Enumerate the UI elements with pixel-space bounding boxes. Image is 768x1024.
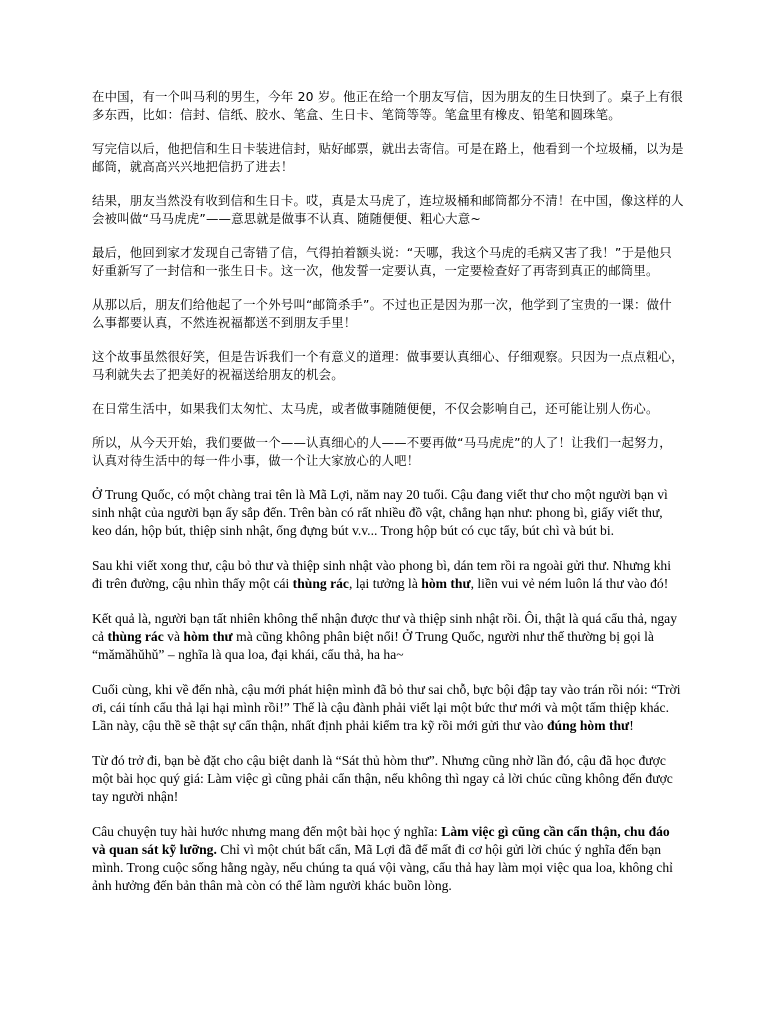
text-run: mà cũng không phân biệt nổi! Ở Trung Quốc, người như thế thường bị gọi là “mǎmǎhǔhǔ” – nghĩa là qua loa, đại khái, cẩu thả, ha ha~	[92, 629, 654, 662]
vietnamese-paragraph-4	[92, 681, 684, 735]
bold-text: hòm thư	[183, 629, 233, 644]
vietnamese-paragraph-2	[92, 557, 684, 593]
vietnamese-paragraph-1	[92, 486, 684, 540]
text-run: Từ đó trở đi, bạn bè đặt cho cậu biệt danh là “Sát thủ hòm thư”. Nhưng cũng nhờ lần đó, cậu đã học được một bài học quý giá: Làm việc gì cũng phải cẩn thận, nếu không thì ngay cả lời chúc cũng không đến được tay người nhận!	[92, 753, 673, 804]
chinese-paragraph-8: 所以，从今天开始，我们要做一个——认真细心的人——不要再做“马马虎虎”的人了！让我们一起努力，认真对待生活中的每一件小事，做一个让大家放心的人吧！	[92, 435, 672, 468]
text-run: Chỉ vì một chút bất cẩn, Mã Lợi đã để mất đi cơ hội gửi lời chúc ý nghĩa đến bạn mình. Trong cuộc sống hằng ngày, nếu chúng ta quá vội vàng, cẩu thả hay làm mọi việc qua loa, không chỉ ảnh hưởng đến bản thân mà còn có thể làm người khác buồn lòng.	[92, 842, 673, 893]
bold-text: thùng rác	[107, 629, 164, 644]
text-run: Sau khi viết xong thư, cậu bỏ thư và thiệp sinh nhật vào phong bì, dán tem rồi ra ngoài gửi thư. Nhưng khi đi trên đường, cậu nhìn thấy một cái	[92, 558, 671, 591]
text-run: Câu chuyện tuy hài hước nhưng mang đến một bài học ý nghĩa:	[92, 824, 442, 839]
bold-text: đúng hòm thư	[547, 718, 630, 733]
text-run: Kết quả là, người bạn tất nhiên không thể nhận được thư và thiệp sinh nhật rồi. Ôi, thật là quá cẩu thả, ngay cả	[92, 611, 677, 644]
chinese-paragraph-4: 最后，他回到家才发现自己寄错了信，气得拍着额头说：“天哪，我这个马虎的毛病又害了我！”于是他只好重新写了一封信和一张生日卡。这一次，他发誓一定要认真，一定要检查好了再寄到真正的邮筒里。	[92, 245, 672, 278]
vietnamese-paragraph-5	[92, 752, 684, 806]
bold-text: hòm thư	[421, 576, 471, 591]
vietnamese-paragraph-3	[92, 610, 684, 664]
bold-text: Làm việc gì cũng cần cẩn thận, chu đáo và quan sát kỹ lưỡng.	[92, 824, 670, 857]
chinese-paragraph-6: 这个故事虽然很好笑，但是告诉我们一个有意义的道理：做事要认真细心、仔细观察。只因为一点点粗心，马利就失去了把美好的祝福送给朋友的机会。	[92, 349, 684, 382]
vietnamese-paragraph-6	[92, 823, 684, 895]
text-run: Cuối cùng, khi về đến nhà, cậu mới phát hiện mình đã bỏ thư sai chỗ, bực bội đập tay vào trán rồi nói: “Trời ơi, cái tính cẩu thả lại hại mình rồi!” Thế là cậu đành phải viết lại một bức thư mới và một tấm thiệp khác. Lần này, cậu thề sẽ thật sự cẩn thận, nhất định phải kiểm tra kỹ rồi mới gửi thư vào	[92, 682, 681, 733]
text-run: , liền vui vẻ ném luôn lá thư vào đó!	[470, 576, 669, 591]
chinese-paragraph-2: 写完信以后，他把信和生日卡装进信封，贴好邮票，就出去寄信。可是在路上，他看到一个垃圾桶，以为是邮筒，就高高兴兴地把信扔了进去！	[92, 141, 684, 174]
text-run: và	[163, 629, 184, 644]
chinese-paragraph-7: 在日常生活中，如果我们太匆忙、太马虎，或者做事随随便便，不仅会影响自己，还可能让别人伤心。	[92, 401, 659, 416]
chinese-paragraph-3: 结果，朋友当然没有收到信和生日卡。哎，真是太马虎了，连垃圾桶和邮筒都分不清！在中国，像这样的人会被叫做“马马虎虎”——意思就是做事不认真、随随便便、粗心大意~	[92, 193, 684, 226]
bold-text: thùng rác	[292, 576, 349, 591]
text-run: Ở Trung Quốc, có một chàng trai tên là Mã Lợi, năm nay 20 tuổi. Cậu đang viết thư cho một người bạn vì sinh nhật của người bạn ấy sắp đến. Trên bàn có rất nhiều đồ vật, chẳng hạn như: phong bì, giấy viết thư, keo dán, hộp bút, thiệp sinh nhật, ống đựng bút v.v... Trong hộp bút có cục tẩy, bút chì và bút bi.	[92, 487, 668, 538]
text-run: , lại tưởng là	[348, 576, 422, 591]
chinese-section	[92, 88, 684, 470]
text-run: !	[629, 718, 634, 733]
document-page	[92, 88, 684, 912]
chinese-paragraph-1: 在中国，有一个叫马利的男生，今年 20 岁。他正在给一个朋友写信，因为朋友的生日快到了。桌子上有很多东西，比如：信封、信纸、胶水、笔盒、生日卡、笔筒等等。笔盒里有橡皮、铅笔和圆珠笔。	[92, 89, 684, 122]
vietnamese-section	[92, 486, 684, 895]
chinese-paragraph-5: 从那以后，朋友们给他起了一个外号叫“邮筒杀手”。不过也正是因为那一次，他学到了宝贵的一课：做什么事都要认真，不然连祝福都送不到朋友手里！	[92, 297, 672, 330]
